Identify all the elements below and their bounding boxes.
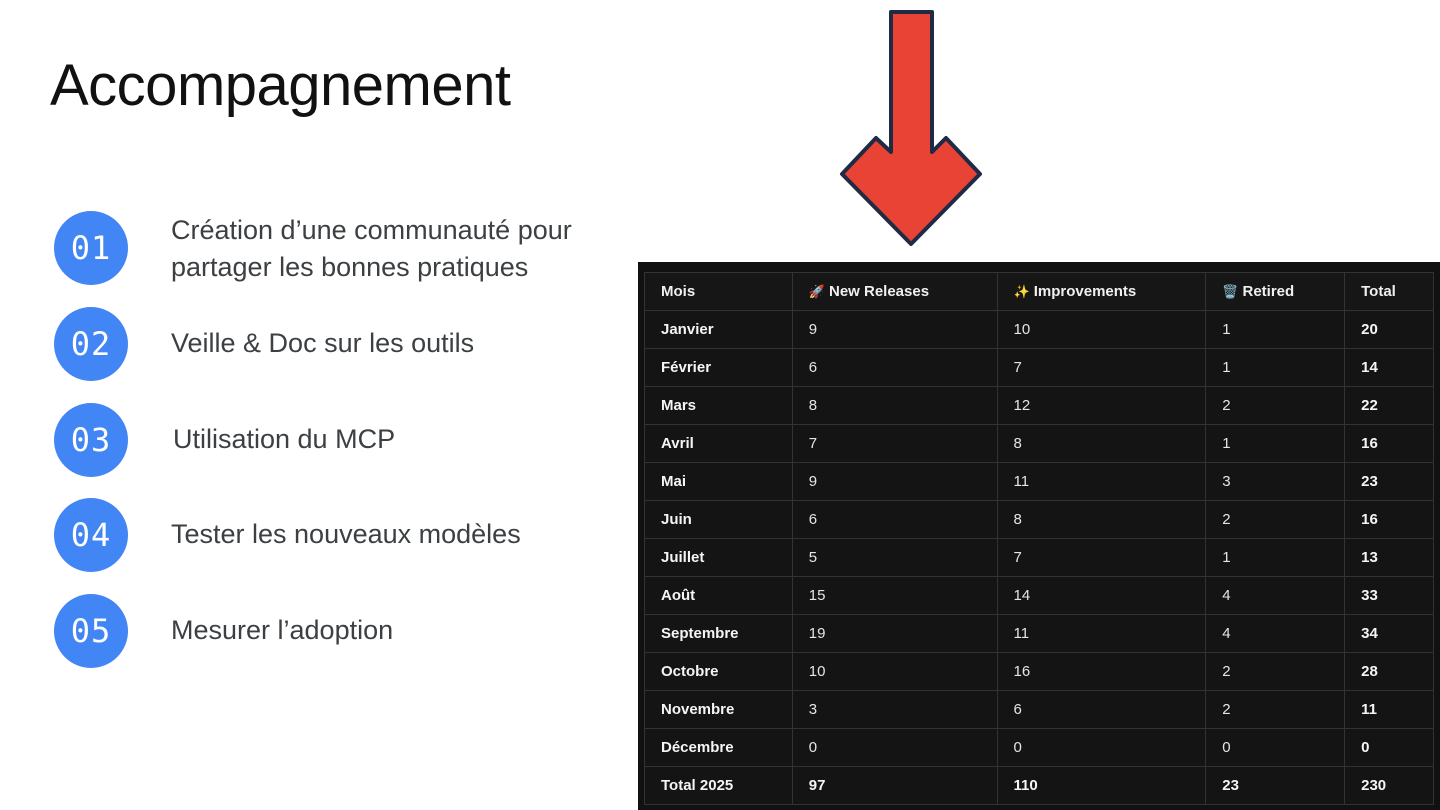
cell-total: 14 bbox=[1345, 349, 1434, 387]
trash-icon: 🗑️ bbox=[1222, 284, 1239, 299]
cell-retired: 1 bbox=[1206, 425, 1345, 463]
cell-month: Janvier bbox=[645, 311, 793, 349]
agenda-text-01 bbox=[171, 212, 572, 286]
cell-retired: 2 bbox=[1206, 387, 1345, 425]
cell-month: Février bbox=[645, 349, 793, 387]
cell-total: 16 bbox=[1345, 501, 1434, 539]
number-badge-04: 04 bbox=[54, 498, 128, 572]
cell-total: 230 bbox=[1345, 767, 1434, 805]
cell-month: Novembre bbox=[645, 691, 793, 729]
cell-month: Juin bbox=[645, 501, 793, 539]
cell-month: Avril bbox=[645, 425, 793, 463]
table-row bbox=[645, 501, 1434, 539]
cell-improvements: 16 bbox=[997, 653, 1206, 691]
cell-total: 20 bbox=[1345, 311, 1434, 349]
table-total-row bbox=[645, 767, 1434, 805]
releases-table bbox=[644, 272, 1434, 805]
table-row bbox=[645, 615, 1434, 653]
cell-total: 0 bbox=[1345, 729, 1434, 767]
cell-total: 34 bbox=[1345, 615, 1434, 653]
cell-month: Mai bbox=[645, 463, 793, 501]
header-total: Total bbox=[1345, 273, 1434, 311]
cell-total: 22 bbox=[1345, 387, 1434, 425]
table-row bbox=[645, 691, 1434, 729]
table-body bbox=[645, 311, 1434, 805]
cell-improvements: 8 bbox=[997, 425, 1206, 463]
cell-improvements: 12 bbox=[997, 387, 1206, 425]
slide-title: Accompagnement bbox=[50, 53, 511, 118]
cell-retired: 2 bbox=[1206, 653, 1345, 691]
table-row bbox=[645, 577, 1434, 615]
agenda-text-02: Veille & Doc sur les outils bbox=[171, 328, 475, 358]
cell-new-releases: 15 bbox=[792, 577, 997, 615]
cell-total: 16 bbox=[1345, 425, 1434, 463]
table-row bbox=[645, 729, 1434, 767]
header-month: Mois bbox=[645, 273, 793, 311]
cell-improvements: 0 bbox=[997, 729, 1206, 767]
cell-retired: 1 bbox=[1206, 311, 1345, 349]
down-arrow-shape bbox=[842, 12, 980, 244]
cell-retired: 4 bbox=[1206, 615, 1345, 653]
cell-new-releases: 8 bbox=[792, 387, 997, 425]
cell-new-releases: 3 bbox=[792, 691, 997, 729]
cell-improvements: 14 bbox=[997, 577, 1206, 615]
table-row bbox=[645, 387, 1434, 425]
cell-improvements: 6 bbox=[997, 691, 1206, 729]
cell-new-releases: 10 bbox=[792, 653, 997, 691]
cell-retired: 23 bbox=[1206, 767, 1345, 805]
table-row bbox=[645, 539, 1434, 577]
agenda-text-03: Utilisation du MCP bbox=[173, 424, 396, 454]
header-retired bbox=[1206, 273, 1345, 311]
number-badge-05: 05 bbox=[54, 594, 128, 668]
cell-month: Septembre bbox=[645, 615, 793, 653]
table-row bbox=[645, 463, 1434, 501]
agenda-text-05: Mesurer l’adoption bbox=[171, 615, 394, 645]
down-arrow-icon bbox=[836, 8, 986, 248]
cell-retired: 4 bbox=[1206, 577, 1345, 615]
cell-improvements: 110 bbox=[997, 767, 1206, 805]
agenda-text-01-line2: partager les bonnes pratiques bbox=[171, 252, 529, 282]
cell-new-releases: 5 bbox=[792, 539, 997, 577]
agenda-item-01 bbox=[0, 211, 620, 287]
cell-new-releases: 7 bbox=[792, 425, 997, 463]
cell-total: 33 bbox=[1345, 577, 1434, 615]
rocket-icon: 🚀 bbox=[808, 284, 825, 299]
cell-new-releases: 6 bbox=[792, 501, 997, 539]
table-row bbox=[645, 425, 1434, 463]
cell-month: Mars bbox=[645, 387, 793, 425]
cell-new-releases: 19 bbox=[792, 615, 997, 653]
header-new-releases bbox=[792, 273, 997, 311]
table-row bbox=[645, 349, 1434, 387]
cell-improvements: 11 bbox=[997, 615, 1206, 653]
cell-new-releases: 6 bbox=[792, 349, 997, 387]
agenda-item-02 bbox=[0, 307, 620, 383]
agenda-item-05 bbox=[0, 594, 620, 670]
cell-retired: 1 bbox=[1206, 349, 1345, 387]
agenda-text-01-line1: Création d’une communauté pour bbox=[171, 215, 572, 245]
cell-total: 13 bbox=[1345, 539, 1434, 577]
table-header-row bbox=[645, 273, 1434, 311]
cell-improvements: 7 bbox=[997, 539, 1206, 577]
agenda-list bbox=[0, 0, 620, 810]
cell-total: 28 bbox=[1345, 653, 1434, 691]
releases-table-screenshot bbox=[638, 262, 1440, 810]
cell-month: Août bbox=[645, 577, 793, 615]
cell-month: Juillet bbox=[645, 539, 793, 577]
cell-month: Octobre bbox=[645, 653, 793, 691]
header-retired-label: Retired bbox=[1242, 283, 1295, 300]
agenda-text-04: Tester les nouveaux modèles bbox=[171, 519, 521, 549]
agenda-item-04 bbox=[0, 498, 620, 574]
table-row bbox=[645, 311, 1434, 349]
number-badge-01: 01 bbox=[54, 211, 128, 285]
cell-improvements: 8 bbox=[997, 501, 1206, 539]
cell-retired: 3 bbox=[1206, 463, 1345, 501]
sparkles-icon: ✨ bbox=[1013, 284, 1030, 299]
cell-month: Décembre bbox=[645, 729, 793, 767]
cell-retired: 2 bbox=[1206, 501, 1345, 539]
cell-new-releases: 97 bbox=[792, 767, 997, 805]
cell-retired: 1 bbox=[1206, 539, 1345, 577]
cell-new-releases: 9 bbox=[792, 311, 997, 349]
cell-improvements: 7 bbox=[997, 349, 1206, 387]
header-improvements-label: Improvements bbox=[1033, 283, 1137, 300]
cell-total: 23 bbox=[1345, 463, 1434, 501]
cell-retired: 2 bbox=[1206, 691, 1345, 729]
agenda-item-03 bbox=[0, 403, 620, 479]
cell-improvements: 10 bbox=[997, 311, 1206, 349]
cell-month: Total 2025 bbox=[645, 767, 793, 805]
header-improvements bbox=[997, 273, 1206, 311]
table-row bbox=[645, 653, 1434, 691]
number-badge-03: 03 bbox=[54, 403, 128, 477]
cell-total: 11 bbox=[1345, 691, 1434, 729]
cell-new-releases: 0 bbox=[792, 729, 997, 767]
cell-improvements: 11 bbox=[997, 463, 1206, 501]
header-new-releases-label: New Releases bbox=[828, 283, 930, 300]
cell-retired: 0 bbox=[1206, 729, 1345, 767]
cell-new-releases: 9 bbox=[792, 463, 997, 501]
number-badge-02: 02 bbox=[54, 307, 128, 381]
